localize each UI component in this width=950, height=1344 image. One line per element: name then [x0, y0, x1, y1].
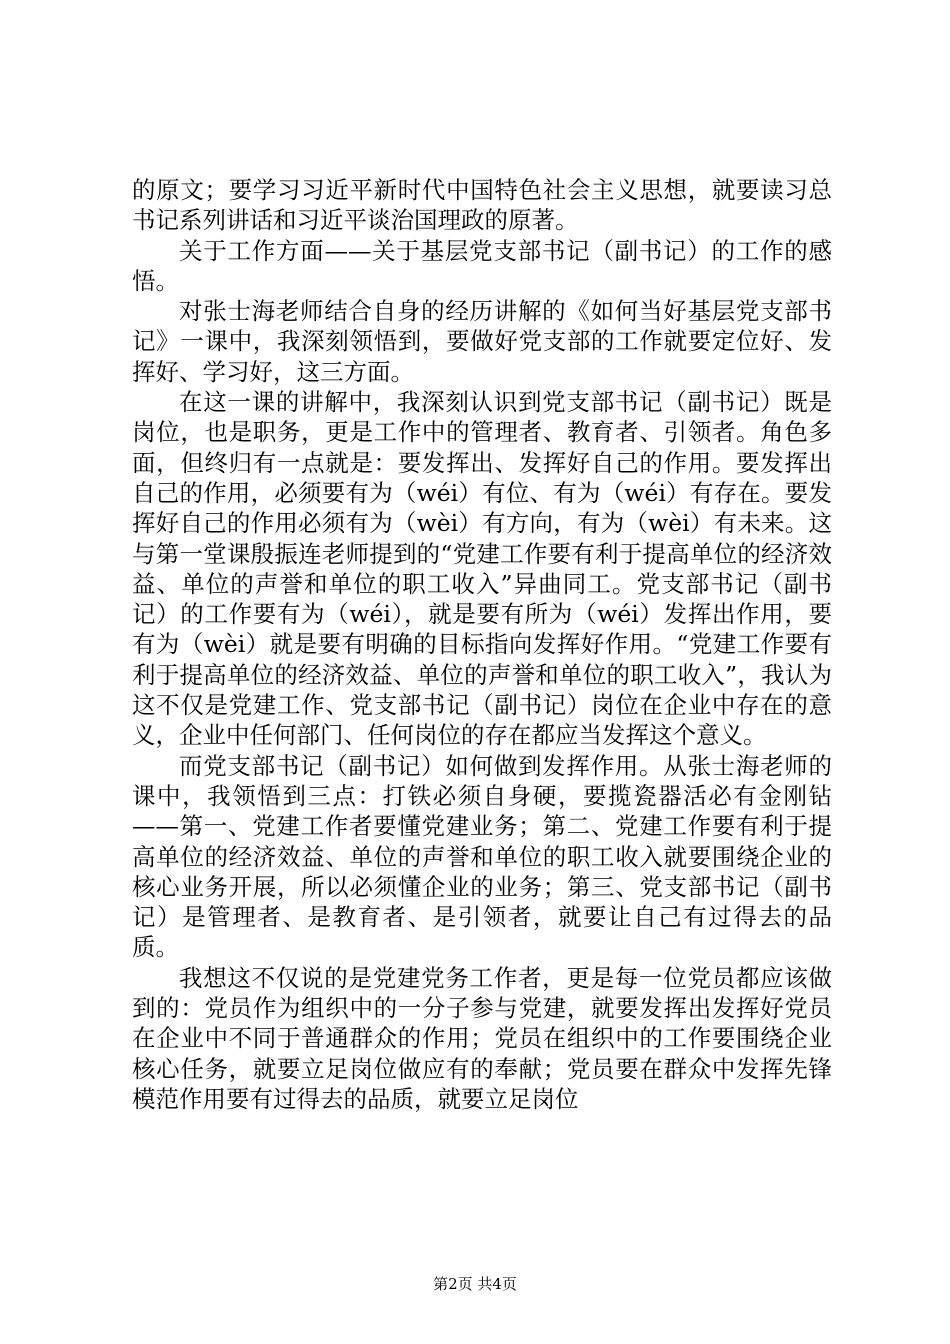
paragraph-6: 我想这不仅说的是党建党务工作者，更是每一位党员都应该做到的：党员作为组织中的一分子参与党建，就要发挥出发挥好党员在企业中不同于普通群众的作用；党员在组织中的工作要围绕企业核心任务，就要立足岗位做应有的奉献；党员要在群众中发挥先锋模范作用要有过得去的品质，就要立足岗位: [132, 963, 832, 1113]
paragraph-4: 在这一课的讲解中，我深刻认识到党支部书记（副书记）既是岗位，也是职务，更是工作中的管理者、教育者、引领者。角色多面，但终归有一点就是：要发挥出、发挥好自己的作用。要发挥出自己的作用，必须要有为（wéi）有位、有为（wéi）有存在。要发挥好自己的作用必须有为（wèi）有方向，有为（wèi）有未来。这与第一堂课殷振连老师提到的“党建工作要有利于提高单位的经济效益、单位的声誉和单位的职工收入”异曲同工。党支部书记（副书记）的工作要有为（wéi），就是要有所为（wéi）发挥出作用，要有为（wèi）就是要有明确的目标指向发挥好作用。“党建工作要有利于提高单位的经济效益、单位的声誉和单位的职工收入”，我认为这不仅是党建工作、党支部书记（副书记）岗位在企业中存在的意义，企业中任何部门、任何岗位的存在都应当发挥这个意义。: [132, 388, 832, 750]
paragraph-2: 关于工作方面——关于基层党支部书记（副书记）的工作的感悟。: [132, 236, 832, 295]
paragraph-3: 对张士海老师结合自身的经历讲解的《如何当好基层党支部书记》一课中，我深刻领悟到，要做好党支部的工作就要定位好、发挥好、学习好，这三方面。: [132, 297, 832, 386]
document-body: [132, 175, 832, 1114]
paragraph-5: 而党支部书记（副书记）如何做到发挥作用。从张士海老师的课中，我领悟到三点：打铁必须自身硬，要揽瓷器活必有金刚钻——第一、党建工作者要懂党建业务；第二、党建工作要有利于提高单位的经济效益、单位的声誉和单位的职工收入就要围绕企业的核心业务开展，所以必须懂企业的业务；第三、党支部书记（副书记）是管理者、是教育者、是引领者，就要让自己有过得去的品质。: [132, 751, 832, 962]
page-number-footer: 第2页 共4页: [433, 1275, 517, 1293]
paragraph-1: 的原文；要学习习近平新时代中国特色社会主义思想，就要读习总书记系列讲话和习近平谈治国理政的原著。: [132, 176, 832, 235]
